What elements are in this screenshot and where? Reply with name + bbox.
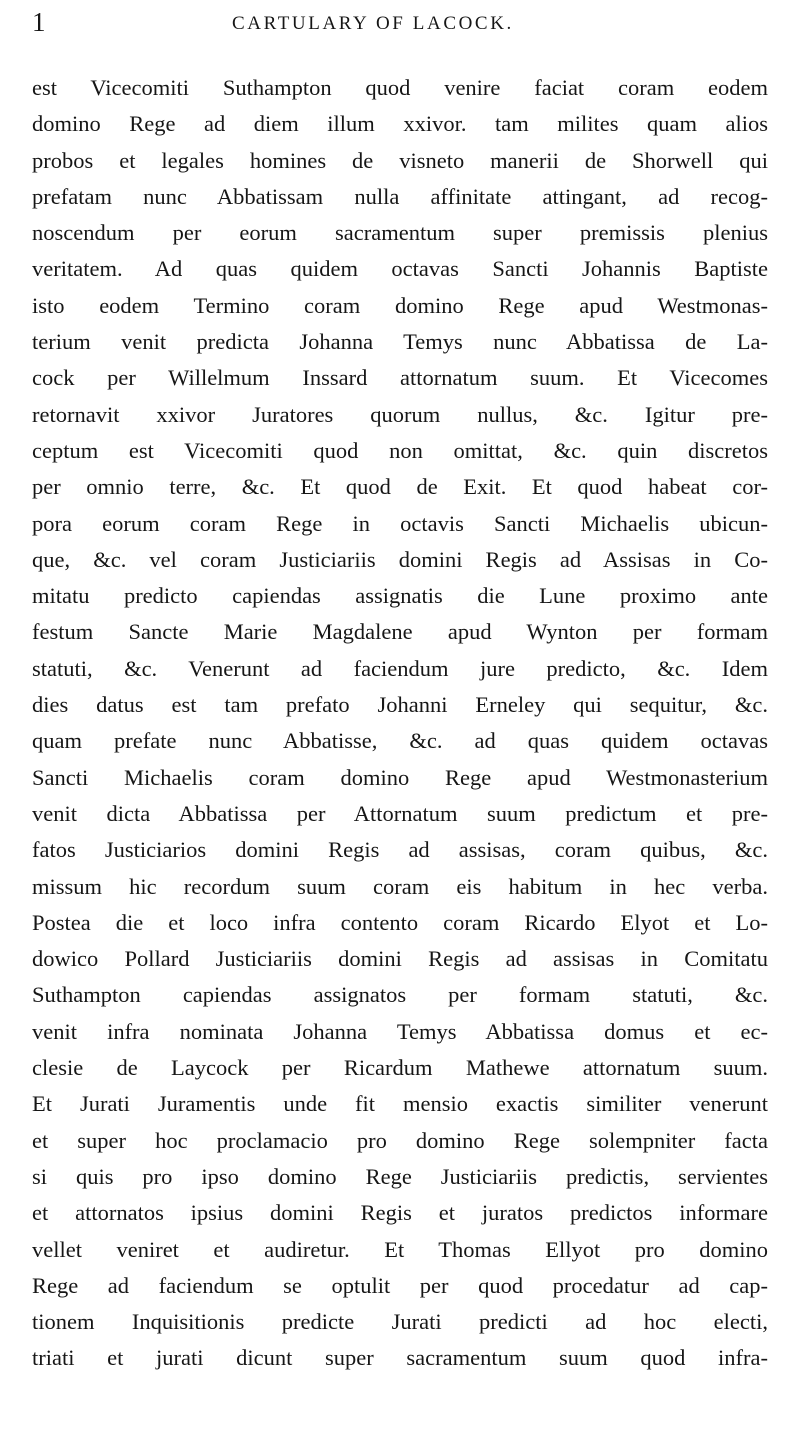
- text-line: Postea die et loco infra contento coram Ricardo Elyot et Lo-: [32, 909, 768, 935]
- text-line: terium venit predicta Johanna Temys nunc Abbatissa de La-: [32, 329, 768, 355]
- text-line: mitatu predicto capiendas assignatis die Lune proximo ante: [32, 583, 768, 609]
- text-line: missum hic recordum suum coram eis habitum in hec verba.: [32, 873, 768, 899]
- text-line: tionem Inquisitionis predicte Jurati predicti ad hoc electi,: [32, 1309, 768, 1335]
- text-line: domino Rege ad diem illum xxivor. tam milites quam alios: [32, 111, 768, 137]
- text-line: venit dicta Abbatissa per Attornatum suum predictum et pre-: [32, 800, 768, 826]
- text-line: fatos Justiciarios domini Regis ad assisas, coram quibus, &c.: [32, 837, 768, 863]
- text-line: cock per Willelmum Inssard attornatum suum. Et Vicecomes: [32, 365, 768, 391]
- text-line: isto eodem Termino coram domino Rege apud Westmonas-: [32, 292, 768, 318]
- text-line: venit infra nominata Johanna Temys Abbatissa domus et ec-: [32, 1018, 768, 1044]
- text-line: dies datus est tam prefato Johanni Erneley qui sequitur, &c.: [32, 692, 768, 718]
- text-line: triati et jurati dicunt super sacramentum suum quod infra-: [32, 1345, 768, 1371]
- text-line: prefatam nunc Abbatissam nulla affinitate attingant, ad recog-: [32, 183, 768, 209]
- text-line: noscendum per eorum sacramentum super premissis plenius: [32, 220, 768, 246]
- text-line: et super hoc proclamacio pro domino Rege solempniter facta: [32, 1127, 768, 1153]
- text-line: Rege ad faciendum se optulit per quod procedatur ad cap-: [32, 1272, 768, 1298]
- text-line: dowico Pollard Justiciariis domini Regis ad assisas in Comitatu: [32, 946, 768, 972]
- text-line: clesie de Laycock per Ricardum Mathewe attornatum suum.: [32, 1055, 768, 1081]
- text-line: et attornatos ipsius domini Regis et juratos predictos informare: [32, 1200, 768, 1226]
- text-line: ceptum est Vicecomiti quod non omittat, &c. quin discretos: [32, 437, 768, 463]
- text-line: est Vicecomiti Suthampton quod venire faciat coram eodem: [32, 75, 768, 100]
- text-line: veritatem. Ad quas quidem octavas Sancti Johannis Baptiste: [32, 256, 768, 282]
- text-line: retornavit xxivor Juratores quorum nullus, &c. Igitur pre-: [32, 401, 768, 427]
- text-line: probos et legales homines de visneto manerii de Shorwell qui: [32, 147, 768, 173]
- text-line: per omnio terre, &c. Et quod de Exit. Et quod habeat cor-: [32, 474, 768, 500]
- body-text: [32, 70, 768, 1377]
- text-line: Suthampton capiendas assignatos per formam statuti, &c.: [32, 982, 768, 1008]
- text-line: quam prefate nunc Abbatisse, &c. ad quas quidem octavas: [32, 728, 768, 754]
- text-line: Sancti Michaelis coram domino Rege apud Westmonasterium: [32, 764, 768, 790]
- running-title: CARTULARY OF LACOCK.: [232, 13, 514, 34]
- text-line: festum Sancte Marie Magdalene apud Wynton per formam: [32, 619, 768, 645]
- text-line: vellet veniret et audiretur. Et Thomas Ellyot pro domino: [32, 1236, 768, 1262]
- text-line: statuti, &c. Venerunt ad faciendum jure predicto, &c. Idem: [32, 655, 768, 681]
- text-line: si quis pro ipso domino Rege Justiciariis predictis, servientes: [32, 1163, 768, 1189]
- text-line: que, &c. vel coram Justiciariis domini Regis ad Assisas in Co-: [32, 546, 768, 572]
- page-number: 1: [32, 7, 46, 37]
- text-line: Et Jurati Juramentis unde fit mensio exactis similiter venerunt: [32, 1091, 768, 1117]
- page-header: [32, 4, 768, 40]
- text-line: pora eorum coram Rege in octavis Sancti Michaelis ubicun-: [32, 510, 768, 536]
